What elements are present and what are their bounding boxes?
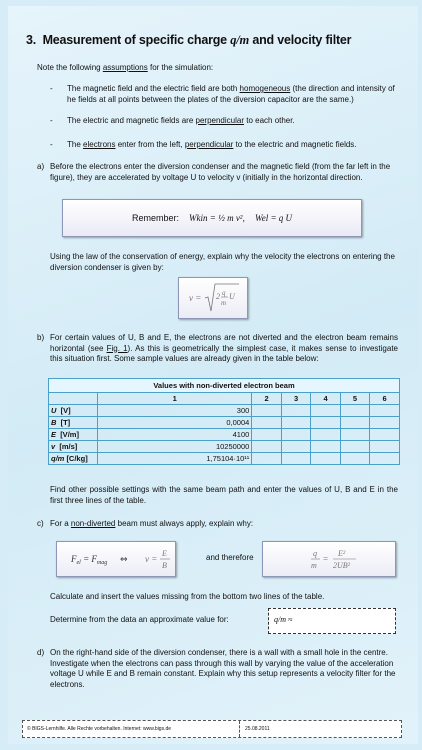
table-cell[interactable]	[370, 453, 400, 465]
task-b-label: b)	[37, 333, 45, 342]
bullet-perpendicular: The electric and magnetic fields are perpendicular to each other.	[67, 116, 295, 125]
velocity-sqrt-formula	[179, 278, 247, 318]
svg-text:q: q	[313, 549, 317, 558]
task-c-label: c)	[37, 519, 44, 528]
svg-text:Fel = Fmag: $F_{el} = F_{mag}$	[71, 554, 108, 566]
task-b-after: Find other possible settings with the same beam path and enter the values of U, B and E in the first three lines of the table.	[50, 485, 398, 505]
svg-text:2: 2	[216, 292, 220, 301]
table-cell[interactable]	[311, 405, 340, 417]
equilibrium-formula-box	[56, 541, 176, 577]
column-header: 1	[98, 393, 252, 405]
table-title: Values with non-diverted electron beam	[49, 379, 400, 393]
column-header: 6	[370, 393, 400, 405]
svg-text:m: m	[221, 299, 227, 307]
column-header: 4	[311, 393, 340, 405]
qm-formula	[263, 542, 395, 576]
svg-text:m: m	[311, 561, 317, 570]
table-header-row	[49, 393, 400, 405]
bullet-electrons: The electrons enter from the left, perpendicular to the electric and magnetic fields.	[67, 140, 357, 149]
equilibrium-formula	[57, 542, 175, 576]
svg-text:⇔: ⇔	[120, 555, 128, 565]
qm-answer-field[interactable]	[268, 608, 396, 634]
svg-text:E²: E²	[338, 549, 346, 558]
task-c-text: For a non-diverted beam must always apply, explain why:	[50, 519, 254, 528]
section-title: 3. Measurement of specific charge q/m and velocity filter	[26, 33, 352, 47]
task-a-text: Before the electrons enter the diversion condenser and the magnetic field (from the far left in the figure), they are accelerated by voltage U to velocity v (initially in the horizontal direction.	[50, 162, 391, 182]
row-header: E [V/m]	[49, 429, 98, 441]
table-cell[interactable]	[281, 441, 310, 453]
table-cell[interactable]	[340, 417, 369, 429]
table-cell[interactable]	[370, 405, 400, 417]
footer-date: 25.08.2011	[245, 726, 270, 732]
svg-text:v =: v =	[189, 293, 202, 303]
column-header: 2	[252, 393, 281, 405]
qm-answer-label: q/m ≈	[274, 615, 293, 624]
table-cell[interactable]	[252, 405, 281, 417]
table-cell[interactable]	[370, 441, 400, 453]
table-row	[49, 453, 400, 465]
table-cell[interactable]: 4100	[98, 429, 252, 441]
table-cell[interactable]	[340, 429, 369, 441]
footer-copyright: © BIGS-Lernhilfe. Alle Rechte vorbehalten. Internet: www.bigs.de	[27, 726, 172, 732]
table-cell[interactable]: 1,75104·10¹¹	[98, 453, 252, 465]
table-cell[interactable]	[281, 453, 310, 465]
bullet-homogeneous: The magnetic field and the electric field are both homogeneous (the direction and intensity of he fields at all points between the plates of the diversion capacitor are the same.)	[67, 84, 395, 104]
footer-divider	[239, 721, 241, 737]
table-cell[interactable]	[281, 405, 310, 417]
table-cell[interactable]	[281, 417, 310, 429]
table-row	[49, 405, 400, 417]
svg-text:2UB²: 2UB²	[333, 561, 351, 570]
qm-formula-box	[262, 541, 396, 577]
table-cell[interactable]	[252, 453, 281, 465]
column-header: 5	[340, 393, 369, 405]
column-header: 3	[281, 393, 310, 405]
row-header: q/m [C/kg]	[49, 453, 98, 465]
task-a-label: a)	[37, 162, 45, 171]
table-cell[interactable]	[340, 405, 369, 417]
task-d-text: On the right-hand side of the diversion condenser, there is a wall with a small hole in the centre. Investigate when the electrons can pass through this wall by varying the value of the acceleration voltage U while E and B remain constant. Explain why this setup represents a velocity filter for the electrons.	[50, 648, 396, 689]
values-table	[48, 378, 400, 465]
row-header: v [m/s]	[49, 441, 98, 453]
table-cell[interactable]	[340, 453, 369, 465]
row-header: U [V]	[49, 405, 98, 417]
table-row	[49, 417, 400, 429]
table-cell[interactable]	[252, 417, 281, 429]
velocity-formula-box	[178, 277, 248, 319]
task-a-text2: Using the law of the conservation of energy, explain why the velocity the electrons on entering the diversion condenser is given by:	[50, 252, 395, 272]
table-cell[interactable]	[370, 417, 400, 429]
task-b-text: For certain values of U, B and E, the electrons are not diverted and the electron beam remains horizontal (see Fig. 1). As this is geometrically the simplest case, it makes sense to investigate this situation first. Some sample values are already given in the table below:	[50, 333, 398, 363]
bullet-dash: -	[50, 116, 53, 125]
table-cell[interactable]	[340, 441, 369, 453]
and-therefore: and therefore	[206, 553, 254, 562]
svg-text:B: B	[162, 561, 167, 570]
table-cell[interactable]	[281, 429, 310, 441]
table-cell[interactable]	[252, 429, 281, 441]
table-cell[interactable]	[311, 453, 340, 465]
svg-text:U: U	[229, 292, 235, 301]
table-row	[49, 441, 400, 453]
row-header: B [T]	[49, 417, 98, 429]
remember-box: Remember: Wkin = ½ m v², Wel = q U	[62, 199, 362, 237]
task-c-approx: Determine from the data an approximate value for:	[50, 615, 229, 624]
table-cell[interactable]	[311, 429, 340, 441]
page-footer	[22, 720, 402, 738]
table-cell[interactable]: 0,0004	[98, 417, 252, 429]
bullet-dash: -	[50, 140, 53, 149]
table-cell[interactable]	[252, 441, 281, 453]
task-c-calc: Calculate and insert the values missing from the bottom two lines of the table.	[50, 592, 325, 601]
svg-text:=: =	[323, 554, 329, 564]
task-d-label: d)	[37, 648, 45, 657]
table-row	[49, 429, 400, 441]
svg-text:q: q	[222, 289, 226, 297]
svg-text:v =: v =	[145, 554, 158, 564]
table-cell[interactable]: 10250000	[98, 441, 252, 453]
table-cell[interactable]	[311, 417, 340, 429]
intro-text: Note the following assumptions for the simulation:	[37, 63, 214, 72]
svg-text:E: E	[162, 549, 167, 558]
table-cell[interactable]	[370, 429, 400, 441]
bullet-dash: -	[50, 84, 53, 93]
table-cell[interactable]: 300	[98, 405, 252, 417]
table-cell[interactable]	[311, 441, 340, 453]
